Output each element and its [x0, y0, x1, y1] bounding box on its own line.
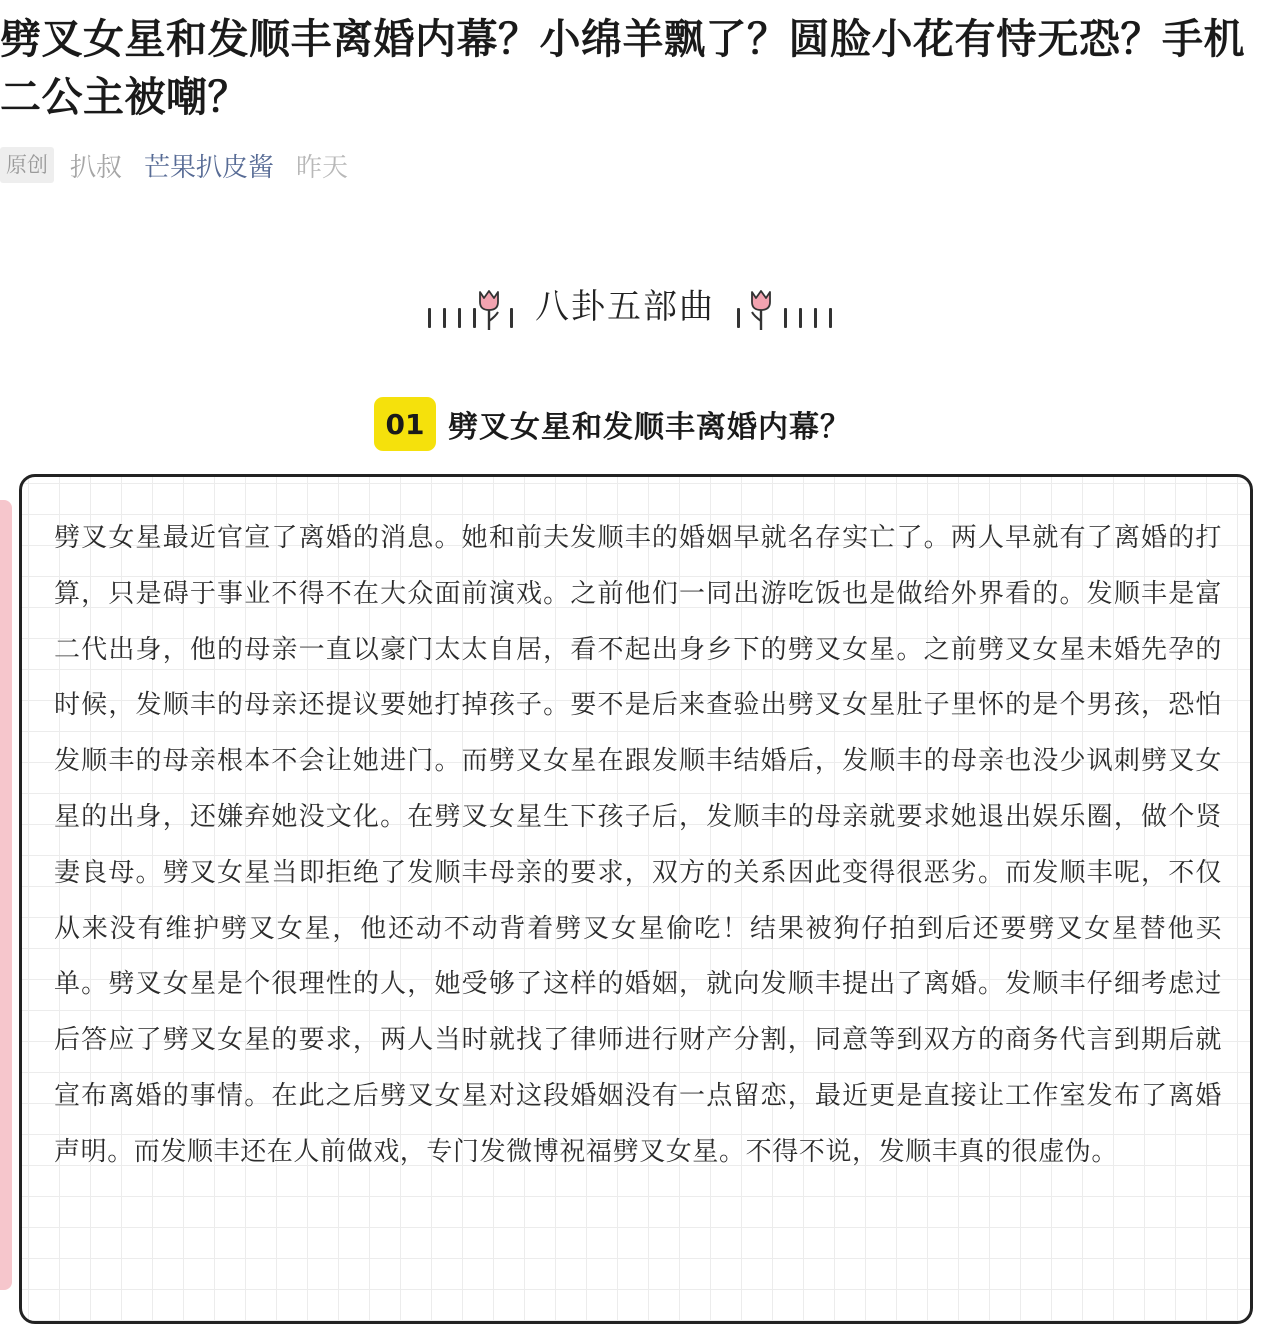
account-link[interactable]: 芒果扒皮酱	[144, 152, 275, 183]
article-title: 劈叉女星和发顺丰离婚内幕？小绵羊飘了？圆脸小花有恃无恐？手机二公主被嘲？	[0, 15, 1245, 121]
article-body: 劈叉女星最近官宣了离婚的消息。她和前夫发顺丰的婚姻早就名存实亡了。两人早就有了离婚的打算，只是碍于事业不得不在大众面前演戏。之前他们一同出游吃饭也是做给外界看的。发顺丰是富二代出身，他的母亲一直以豪门太太自居，看不起出身乡下的劈叉女星。之前劈叉女星未婚先孕的时候，发顺丰的母亲还提议要她打掉孩子。要不是后来查验出劈叉女星肚子里怀的是个男孩，恐怕发顺丰的母亲根本不会让她进门。而劈叉女星在跟发顺丰结婚后，发顺丰的母亲也没少讽刺劈叉女星的出身，还嫌弃她没文化。在劈叉女星生下孩子后，发顺丰的母亲就要求她退出娱乐圈，做个贤妻良母。劈叉女星当即拒绝了发顺丰母亲的要求，双方的关系因此变得很恶劣。而发顺丰呢，不仅从来没有维护劈叉女星，他还动不动背着劈叉女星偷吃！结果被狗仔拍到后还要劈叉女星替他买单。劈叉女星是个很理性的人，她受够了这样的婚姻，就向发顺丰提出了离婚。发顺丰仔细考虑过后答应了劈叉女星的要求，两人当时就找了律师进行财产分割，同意等到双方的商务代言到期后就宣布离婚的事情。在此之后劈叉女星对这段婚姻没有一点留恋，最近更是直接让工作室发布了离婚声明。而发顺丰还在人前做戏，专门发微博祝福劈叉女星。不得不说，发顺丰真的很虚伪。	[54, 523, 1222, 1167]
part-title: 劈叉女星和发顺丰离婚内幕？	[448, 410, 851, 445]
tulip-icon	[748, 288, 774, 332]
article-meta	[0, 145, 348, 185]
decorative-pink-edge	[0, 500, 12, 1290]
section-heading	[428, 282, 832, 332]
tulip-icon	[476, 288, 502, 332]
decorative-bars-inner-left	[510, 288, 513, 332]
publish-date: 昨天	[296, 152, 349, 183]
author-name: 扒叔	[70, 152, 123, 183]
decorative-bars-inner-right	[737, 288, 740, 332]
decorative-bars-right	[784, 288, 832, 332]
part-number-badge: 01	[374, 397, 436, 451]
grid-paper-box	[19, 474, 1253, 1324]
part-heading	[374, 396, 851, 452]
section-heading-text: 八卦五部曲	[535, 287, 715, 327]
decorative-bars-left	[428, 288, 476, 332]
original-badge: 原创	[0, 147, 54, 183]
